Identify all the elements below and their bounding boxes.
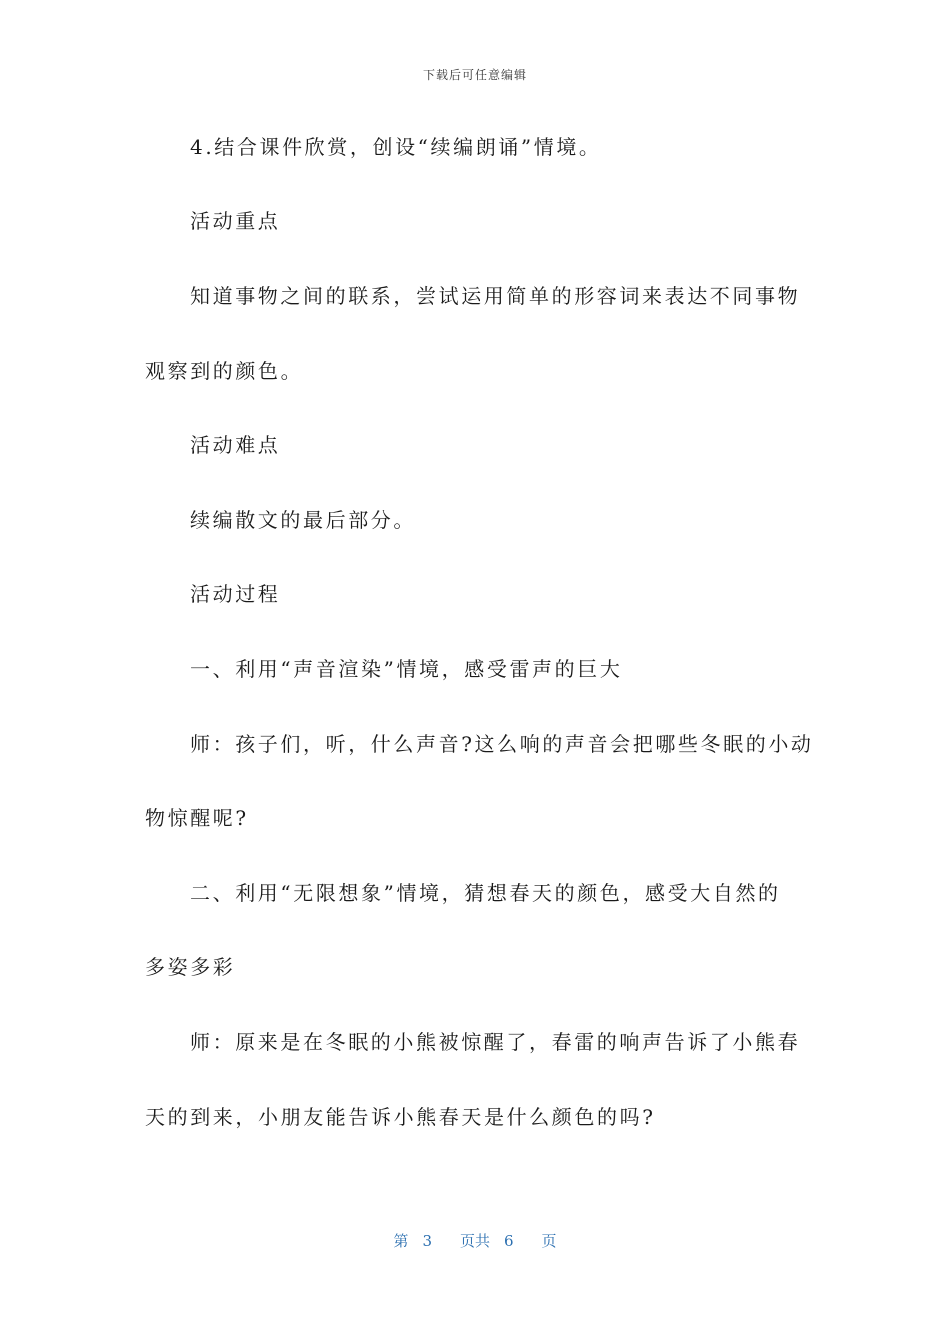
section-heading: 活动重点	[190, 209, 281, 233]
section-heading: 活动过程	[190, 582, 281, 606]
paragraph-line: 多姿多彩	[145, 955, 236, 979]
footer-current-page: 3	[422, 1232, 432, 1250]
paragraph-line: 续编散文的最后部分。	[190, 508, 416, 532]
footer-suffix: 页	[541, 1232, 557, 1250]
footer-total-pages: 6	[504, 1232, 514, 1250]
paragraph-line: 师：原来是在冬眠的小熊被惊醒了，春雷的响声告诉了小熊春	[190, 1030, 801, 1054]
page-footer	[0, 1230, 950, 1251]
footer-prefix: 第	[393, 1232, 409, 1250]
paragraph-line: 二、利用“无限想象”情境，猜想春天的颜色，感受大自然的	[190, 881, 781, 905]
section-heading: 活动难点	[190, 433, 281, 457]
paragraph-line: 一、利用“声音渲染”情境，感受雷声的巨大	[190, 657, 623, 681]
page-header: 下载后可任意编辑	[422, 68, 527, 82]
paragraph-line: 4.结合课件欣赏，创设“续编朗诵”情境。	[190, 135, 602, 159]
footer-middle: 页共	[459, 1232, 490, 1250]
paragraph-line: 物惊醒呢?	[145, 806, 249, 830]
paragraph-line: 师：孩子们，听，什么声音?这么响的声音会把哪些冬眠的小动	[190, 732, 814, 756]
paragraph-line: 观察到的颜色。	[145, 359, 304, 383]
paragraph-line: 天的到来，小朋友能告诉小熊春天是什么颜色的吗?	[145, 1105, 656, 1129]
paragraph-line: 知道事物之间的联系，尝试运用简单的形容词来表达不同事物	[190, 284, 801, 308]
